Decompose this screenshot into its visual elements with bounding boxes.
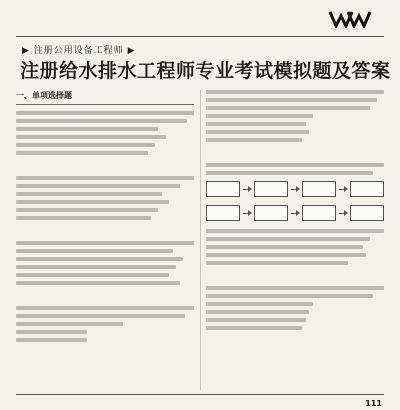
flow-box (254, 205, 288, 221)
flow-arrow (291, 213, 299, 214)
flow-box (206, 181, 240, 197)
flow-box (350, 181, 384, 197)
process-flow-diagram (206, 205, 384, 221)
answer-line (16, 224, 194, 233)
question-6 (206, 163, 384, 278)
flow-arrow (339, 189, 347, 190)
page-number: 111 (365, 399, 382, 408)
answer-line (16, 289, 194, 298)
answer-line (16, 346, 194, 355)
process-flow-diagram (206, 181, 384, 197)
article-title: 注册给水排水工程师专业考试模拟题及答案 (20, 60, 391, 82)
answer-line (206, 269, 384, 278)
left-column (16, 90, 194, 390)
question-3 (16, 241, 194, 298)
section-heading: 一、单项选择题 (16, 90, 194, 105)
flow-box (302, 205, 336, 221)
flow-arrow (291, 189, 299, 190)
question-1 (16, 111, 194, 168)
question-5 (206, 90, 384, 155)
flow-arrow (243, 189, 251, 190)
question-2 (16, 176, 194, 233)
column-divider (200, 90, 201, 390)
column-kicker: ▶ 注册公用设备工程师 ▶ (22, 46, 136, 56)
question-7 (206, 286, 384, 343)
answer-line (16, 159, 194, 168)
header-rule (16, 36, 384, 37)
footer-rule (16, 394, 384, 395)
answer-line (206, 146, 384, 155)
right-column (206, 90, 384, 390)
flow-box (302, 181, 336, 197)
flow-box (254, 181, 288, 197)
flow-arrow (243, 213, 251, 214)
flow-box (206, 205, 240, 221)
flow-box (350, 205, 384, 221)
answer-line (206, 334, 384, 343)
question-4 (16, 306, 194, 355)
flow-arrow (339, 213, 347, 214)
journal-logo-icon (328, 10, 372, 28)
